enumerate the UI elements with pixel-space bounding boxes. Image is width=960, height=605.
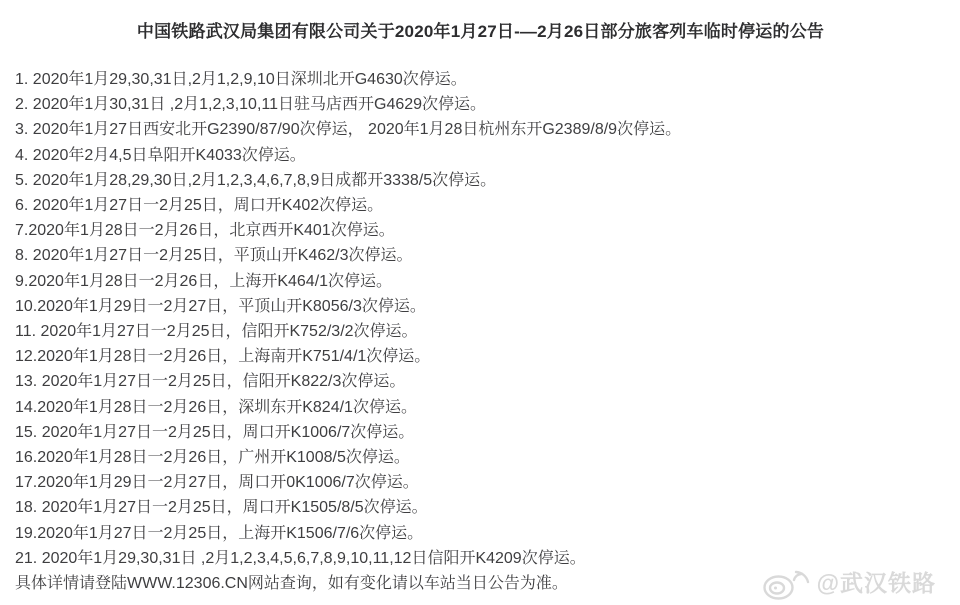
notice-line: 16.2020年1月28日一2月26日，广州开K1008/5次停运。: [15, 449, 410, 467]
notice-line: 19.2020年1月27日一2月25日，上海开K1506/7/6次停运。: [15, 524, 424, 542]
notice-line: 18. 2020年1月27日一2月25日，周口开K1505/8/5次停运。: [15, 499, 428, 517]
notice-line: 14.2020年1月28日一2月26日，深圳东开K824/1次停运。: [15, 398, 417, 416]
notice-line: 13. 2020年1月27日一2月25日，信阳开K822/3次停运。: [15, 373, 406, 391]
watermark-handle: @武汉铁路: [816, 569, 936, 596]
notice-line: 15. 2020年1月27日一2月25日，周口开K1006/7次停运。: [15, 423, 415, 441]
notice-line: 7.2020年1月28日一2月26日，北京西开K401次停运。: [15, 222, 395, 240]
notice-line: 21. 2020年1月29,30,31日 ,2月1,2,3,4,5,6,7,8,9,10,11,12日信阳开K4209次停运。: [15, 549, 586, 567]
notice-line: 1. 2020年1月29,30,31日,2月1,2,9,10日深圳北开G4630次停运。: [15, 71, 467, 88]
page-title: 中国铁路武汉局集团有限公司关于2020年1月27日-—2月26日部分旅客列车临时停运的公告: [136, 22, 825, 41]
notice-line: 10.2020年1月29日一2月27日，平顶山开K8056/3次停运。: [15, 297, 426, 315]
notice-line: 17.2020年1月29日一2月27日，周口开0K1006/7次停运。: [15, 474, 419, 492]
notice-line: 11. 2020年1月27日一2月25日，信阳开K752/3/2次停运。: [15, 323, 418, 341]
notice-line: 12.2020年1月28日一2月26日，上海南开K751/4/1次停运。: [15, 348, 431, 366]
notice-line: 4. 2020年2月4,5日阜阳开K4033次停运。: [15, 146, 306, 164]
weibo-icon: [760, 561, 812, 601]
notice-line: 8. 2020年1月27日一2月25日，平顶山开K462/3次停运。: [15, 247, 413, 265]
notice-line: 6. 2020年1月27日一2月25日，周口开K402次停运。: [15, 197, 384, 215]
footer-note: 具体详情请登陆WWW.12306.CN网站查询，如有变化请以车站当日公告为准。: [15, 575, 568, 593]
notice-line: 5. 2020年1月28,29,30日,2月1,2,3,4,6,7,8,9日成都开3338/5次停运。: [15, 171, 497, 189]
watermark: [760, 561, 936, 601]
notice-line: 9.2020年1月28日一2月26日，上海开K464/1次停运。: [15, 272, 393, 290]
notice-list: [15, 67, 946, 596]
notice-line: 3. 2020年1月27日西安北开G2390/87/90次停运， 2020年1月28日杭州东开G2389/8/9次停运。: [15, 121, 682, 139]
notice-line: 2. 2020年1月30,31日 ,2月1,2,3,10,11日驻马店西开G4629次停运。: [15, 96, 487, 114]
